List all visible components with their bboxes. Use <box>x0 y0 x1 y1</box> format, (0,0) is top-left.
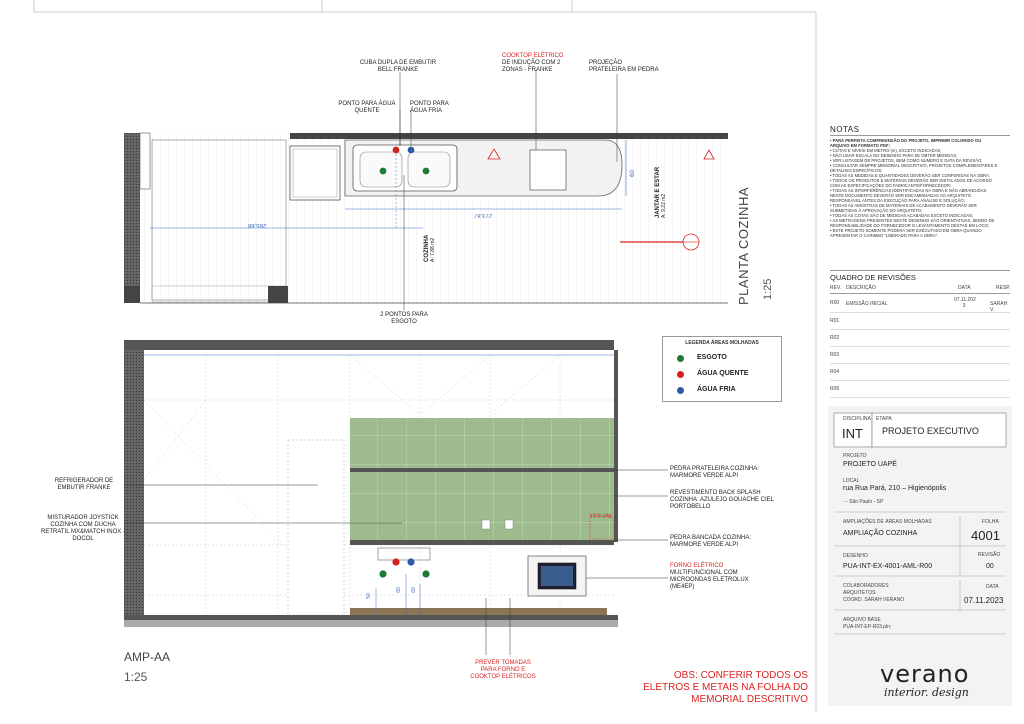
tb-coord: COORD. SARAH VERANO <box>843 597 905 603</box>
label-pedra-prateleira: PEDRA PRATELEIRA COZINHA: MARMORE VERDE ALPI <box>670 466 759 479</box>
tb-local-label: LOCAL <box>843 478 860 484</box>
note-item: • TODOS OS PRODUTOS E MATERIAIS DEVERÃO SER INSTALADOS DE ACORDO COM AS ESPECIFICAÇÕES DO FABRICANTE/FORNECEDOR; <box>830 178 992 188</box>
tb-base: PUA-INT-EP-R03.pln; <box>843 624 892 630</box>
label-forno-rest: MULTIFUNCIONAL COM MICROONDAS ELETROLUX (ME4EP) <box>670 570 749 590</box>
room-cozinha-name: COZINHA <box>424 234 430 262</box>
tb-desenho: PUA-INT-EX-4001-AML-R00 <box>843 563 933 570</box>
label-refrigerador: REFRIGERADOR DE EMBUTIR FRANKE <box>54 478 114 491</box>
verano-logo: verano <box>880 660 970 688</box>
label-revestimento: REVESTIMENTO BACK SPLASH COZINHA: AZULEJO GOUACHE CIEL PORTOBELLO <box>670 490 774 510</box>
tb-folha-label: FOLHA <box>982 519 999 525</box>
note-item: • AS METRAGENS PRESENTES NESTE DESENHO SÃO ORIENTATIVAS, SENDO DE RESPONSABILIDADE DO FORNECEDOR O LEVANTAMENTO DESTAS EM LOCO; <box>830 218 995 228</box>
dim-265: 265,68 <box>248 222 267 228</box>
note-item: • PARA PERFEITA COMPREENSÃO DO PROJETO, IMPRIMIR COLORIDO OU ARQUIVO EM FORMATO PDF; <box>830 138 982 148</box>
room-jantar-name: JANTAR E ESTAR <box>655 166 661 218</box>
dim-50: 50 <box>365 593 372 599</box>
label-cuba: CUBA DUPLA DE EMBUTIR BELL FRANKE <box>359 60 437 73</box>
tb-disciplina-label: DISCIPLINA <box>843 416 871 422</box>
tb-etapa: PROJETO EXECUTIVO <box>882 426 979 436</box>
rev-cell: R04 <box>830 369 840 375</box>
label-prateleira: PROJEÇÃO PRATELEIRA EM PEDRA <box>589 60 659 73</box>
note-item: • TODAS AS MEDIDAS E QUANTIDADES DEVERÃO SER CONFERIDAS NA OBRA; <box>830 173 991 178</box>
legend-agua-fria: ÁGUA FRIA <box>697 386 736 393</box>
rev-cell: R00 <box>830 300 840 306</box>
rev-col-data: DATA <box>958 285 971 291</box>
rev-cell: R05 <box>830 386 840 392</box>
note-item: • CONSULTAR SEMPRE MEMORIAL DESCRITIVO, PROJETOS COMPLEMENTARES E DETALHES ESPECÍFICOS; <box>830 163 998 173</box>
note-item: • ESTE PROJETO SOMENTE PODERÁ SER EXECUTADO EM OBRA QUANDO APRESENTAR O CARIMBO "LIBERADO PARA A OBRA". <box>830 228 982 238</box>
tb-arq-label: ARQUITETOS <box>843 590 876 596</box>
room-cozinha-area: A: 7,88 m2 <box>430 237 436 262</box>
rev-cell: 07.11.202 3 <box>954 297 976 309</box>
tb-colab-label: COLABORADORES <box>843 583 889 589</box>
tb-projeto-label: PROJETO <box>843 453 867 459</box>
tb-cidade: - - São Paulo - SP <box>843 499 884 505</box>
tb-assunto-label: AMPLIAÇÕES DE ÁREAS MOLHADAS <box>843 519 932 525</box>
legend-esgoto: ESGOTO <box>697 354 727 361</box>
tb-revisao-label: REVISÃO <box>978 552 1001 558</box>
label-inicio-pag: início pág <box>590 513 612 519</box>
note-item: • NÃO USAR ESCALA NO DESENHO PARA SE OBTER MEDIDAS; <box>830 153 958 158</box>
label-pedra-bancada: PEDRA BANCADA COZINHA: MARMORE VERDE ALPI <box>670 535 752 548</box>
tb-revisao: 00 <box>986 563 994 570</box>
tb-etapa-label: ETAPA <box>876 416 892 422</box>
plan-title: PLANTA COZINHA <box>736 186 751 305</box>
rev-col-resp: RESP. <box>996 285 1011 291</box>
tb-base-label: ARQUIVO BASE <box>843 617 881 623</box>
rev-cell: EMISSÃO INICIAL <box>846 301 888 307</box>
label-tomadas: PREVER TOMADAS PARA FORNO E COOKTOP ELÉTRICOS <box>470 660 536 680</box>
note-item: • TODAS AS INTERFERÊNCIAS IDENTIFICADAS NA OBRA E NÃO ABRANGIDAS NESTE DOCUMENTO DEVERÃO SER ENCAMINHADAS AO ARQUITETO RESPONSÁVEL ANTES DA EXECUÇÃO PARA ANÁLISE E SOLUÇÃO; <box>830 188 987 203</box>
obs-note: OBS: CONFERIR TODOS OS ELETROS E METAIS NA FOLHA DO MEMORIAL DESCRITIVO <box>643 670 808 705</box>
rev-cell: R03 <box>830 352 840 358</box>
rev-cell: R02 <box>830 335 840 341</box>
note-item: • TODAS AS COTAS SÃO DE MEDIDAS ACABADAS EXCETO INDICADAS; <box>830 213 974 218</box>
label-agua-fria: PONTO PARA ÁGUA FRIA <box>410 101 449 114</box>
verano-logo-sub: interior. design <box>884 686 969 699</box>
plan-scale: 1:25 <box>762 278 774 300</box>
room-jantar-area: A: 9,22 m2 <box>661 193 667 218</box>
dim-60-a: 60 <box>395 587 402 593</box>
tb-local: rua Rua Pará, 210 – Higienópolis <box>843 485 947 492</box>
tb-desenho-label: DESENHO <box>843 553 868 559</box>
label-esgoto: 2 PONTOS PARA ESGOTO <box>380 312 428 325</box>
label-agua-quente: PONTO PARA ÁGUA QUENTE <box>338 101 396 114</box>
tb-projeto: PROJETO UAPÉ <box>843 461 897 468</box>
revisions-title: QUADRO DE REVISÕES <box>830 273 916 282</box>
legend-title: LEGENDA ÁREAS MOLHADAS <box>685 340 759 346</box>
tb-folha: 4001 <box>971 528 1000 543</box>
label-misturador: MISTURADOR JOYSTICK COZINHA COM DUCHA RETRATIL MX&MATCH INOX - DOCOL <box>41 515 125 542</box>
label-cooktop-rest: DE INDUÇÃO COM 2 ZONAS - FRANKE <box>502 60 561 73</box>
rev-cell: R01 <box>830 318 840 324</box>
label-cooktop-red: COOKTOP ELÉTRICO <box>502 53 564 59</box>
label-forno-red: FORNO ELÉTRICO <box>670 563 724 569</box>
tb-data: 07.11.2023 <box>964 596 1004 605</box>
note-item: • VER LISTAGEM DE PROJETOS, BEM COMO NÚMERO E DATA DA REVISÃO; <box>830 158 983 163</box>
note-item: • COTAS E NÍVEIS EM METRO (m), EXCETO INDICADAS; <box>830 148 942 153</box>
elevation-title: AMP-AA <box>124 650 171 664</box>
legend-agua-quente: ÁGUA QUENTE <box>697 370 749 377</box>
tb-assunto: AMPLIAÇÃO COZINHA <box>843 530 918 537</box>
note-item: • TODAS AS AMOSTRAS DE MATERIAIS DE ACABAMENTO DEVERÃO SER SUBMETIDAS À APROVAÇÃO DO ARQUITETO; <box>830 203 977 213</box>
rev-cell: SARAH V. <box>990 301 1008 313</box>
tb-disciplina: INT <box>842 426 863 441</box>
notes-title: NOTAS <box>830 125 860 134</box>
rev-col-rev: REV. <box>830 285 842 291</box>
dim-60: 60 <box>629 170 636 177</box>
tb-data-label: DATA <box>986 584 999 590</box>
elevation-scale: 1:25 <box>124 670 148 684</box>
rev-col-desc: DESCRIÇÃO <box>846 285 876 291</box>
dim-60-b: 60 <box>410 587 417 593</box>
dim-273: 273,87 <box>474 212 493 218</box>
